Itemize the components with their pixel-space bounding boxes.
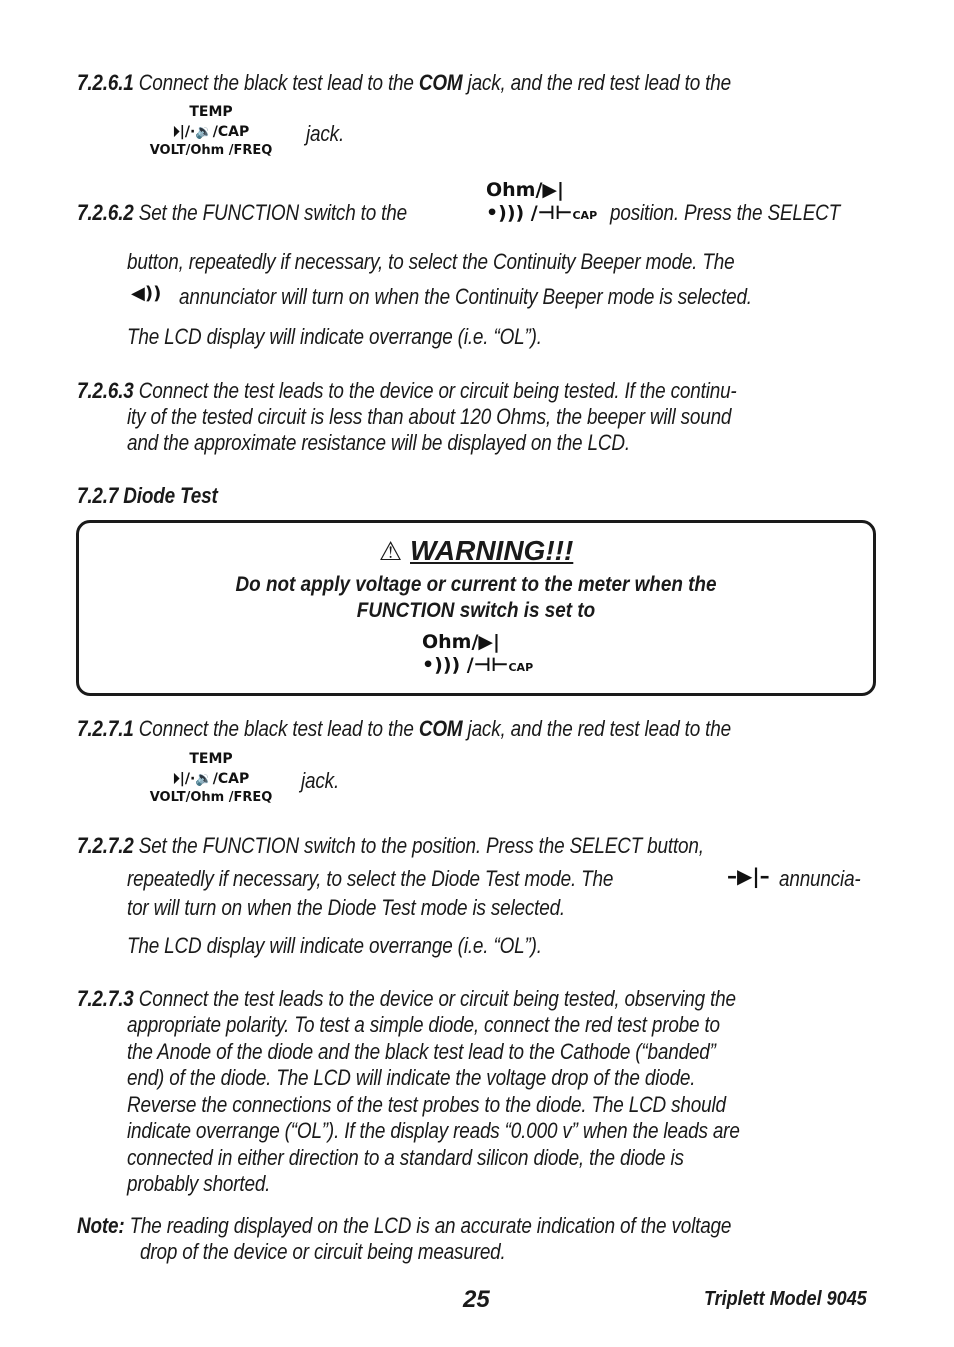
- para-7273-line7: connected in either direction to a standard silicon diode, the diode is: [127, 1145, 684, 1170]
- page-number: 25: [463, 1286, 490, 1313]
- section-number: 7.2.6.1: [77, 70, 134, 95]
- section-heading-diode-test: 7.2.7 Diode Test: [77, 483, 218, 508]
- warning-title: WARNING!!!: [410, 535, 574, 566]
- para-7272-line1: 7.2.7.2 Set the FUNCTION switch to the position. Press the SELECT button,: [77, 833, 704, 858]
- para-7263-line3: and the approximate resistance will be displayed on the LCD.: [127, 430, 630, 455]
- para-7262-line2: button, repeatedly if necessary, to select the Continuity Beeper mode. The: [127, 249, 735, 274]
- continuity-beeper-icon: ◀)): [131, 283, 162, 304]
- warning-box: [76, 520, 876, 696]
- note-label: Note:: [77, 1213, 125, 1238]
- para-7273-line5: Reverse the connections of the test probes to the diode. The LCD should: [127, 1092, 726, 1117]
- section-number: 7.2.7.1: [77, 716, 134, 741]
- para-7262-line4: The LCD display will indicate overrange (i.e. “OL”).: [127, 324, 542, 349]
- jack-word: jack.: [301, 768, 340, 793]
- warning-line2: FUNCTION switch is set to: [356, 599, 596, 622]
- para-7273-line4: end) of the diode. The LCD will indicate the voltage drop of the diode.: [127, 1065, 696, 1090]
- section-number: 7.2.6.3: [77, 378, 134, 403]
- diode-icon: –▶|–: [727, 864, 770, 888]
- para-7262-line1a: 7.2.6.2 Set the FUNCTION switch to the: [77, 200, 407, 225]
- para-7263-line2: ity of the tested circuit is less than about 120 Ohms, the beeper will sound: [127, 404, 732, 429]
- para-7271-line1: 7.2.7.1 Connect the black test lead to the COM jack, and the red test lead to the: [77, 716, 731, 741]
- para-7262-line3: annunciator will turn on when the Continuity Beeper mode is selected.: [179, 284, 752, 309]
- com-label: COM: [418, 70, 463, 95]
- temp-cap-volt-jack-icon: TEMP ⏵|/·🔉/CAP VOLT/Ohm /FREQ: [149, 751, 273, 805]
- com-label: COM: [418, 716, 463, 741]
- para-7273-line2: appropriate polarity. To test a simple diode, connect the red test probe to: [127, 1012, 720, 1037]
- para-7263-line1: 7.2.6.3 Connect the test leads to the device or circuit being tested. If the continu-: [77, 378, 737, 403]
- para-7272-line2b: annuncia-: [779, 866, 861, 891]
- para-7273-line8: probably shorted.: [127, 1171, 271, 1196]
- model-name: Triplett Model 9045: [704, 1288, 867, 1310]
- section-number: 7.2.6.2: [77, 200, 134, 225]
- para-7273-line3: the Anode of the diode and the black test lead to the Cathode (“banded”: [127, 1039, 716, 1064]
- section-number: 7.2.7.2: [77, 833, 134, 858]
- diode-icon: ▶|: [478, 631, 500, 653]
- para-7262-line1b: position. Press the SELECT: [610, 200, 841, 225]
- warning-line1: Do not apply voltage or current to the meter when the: [235, 573, 717, 596]
- temp-cap-volt-jack-icon: TEMP ⏵|/·🔉/CAP VOLT/Ohm /FREQ: [149, 104, 273, 158]
- note-line1: Note: The reading displayed on the LCD is an accurate indication of the voltage: [77, 1213, 732, 1238]
- ohm-diode-continuity-cap-icon: Ohm/▶| •))) /⊣⊢CAP: [486, 179, 598, 224]
- para-7272-line3: tor will turn on when the Diode Test mode is selected.: [127, 895, 566, 920]
- jack-word: jack.: [306, 121, 345, 146]
- para-7272-line4: The LCD display will indicate overrange (i.e. “OL”).: [127, 933, 542, 958]
- warning-triangle-icon: ⚠: [378, 536, 402, 566]
- para-7273-line1: 7.2.7.3 Connect the test leads to the device or circuit being tested, observing the: [77, 986, 736, 1011]
- note-line2: drop of the device or circuit being measured.: [140, 1239, 506, 1264]
- para-7272-line2a: repeatedly if necessary, to select the Diode Test mode. The: [127, 866, 614, 891]
- diode-icon: ▶|: [542, 179, 564, 201]
- section-number: 7.2.7.3: [77, 986, 134, 1011]
- para-7273-line6: indicate overrange (“OL”). If the display reads “0.000 v” when the leads are: [127, 1118, 740, 1143]
- para-7261-line1: 7.2.6.1 Connect the black test lead to the COM jack, and the red test lead to the: [77, 70, 731, 95]
- ohm-diode-continuity-cap-icon: Ohm/▶| •))) /⊣⊢CAP: [422, 631, 534, 676]
